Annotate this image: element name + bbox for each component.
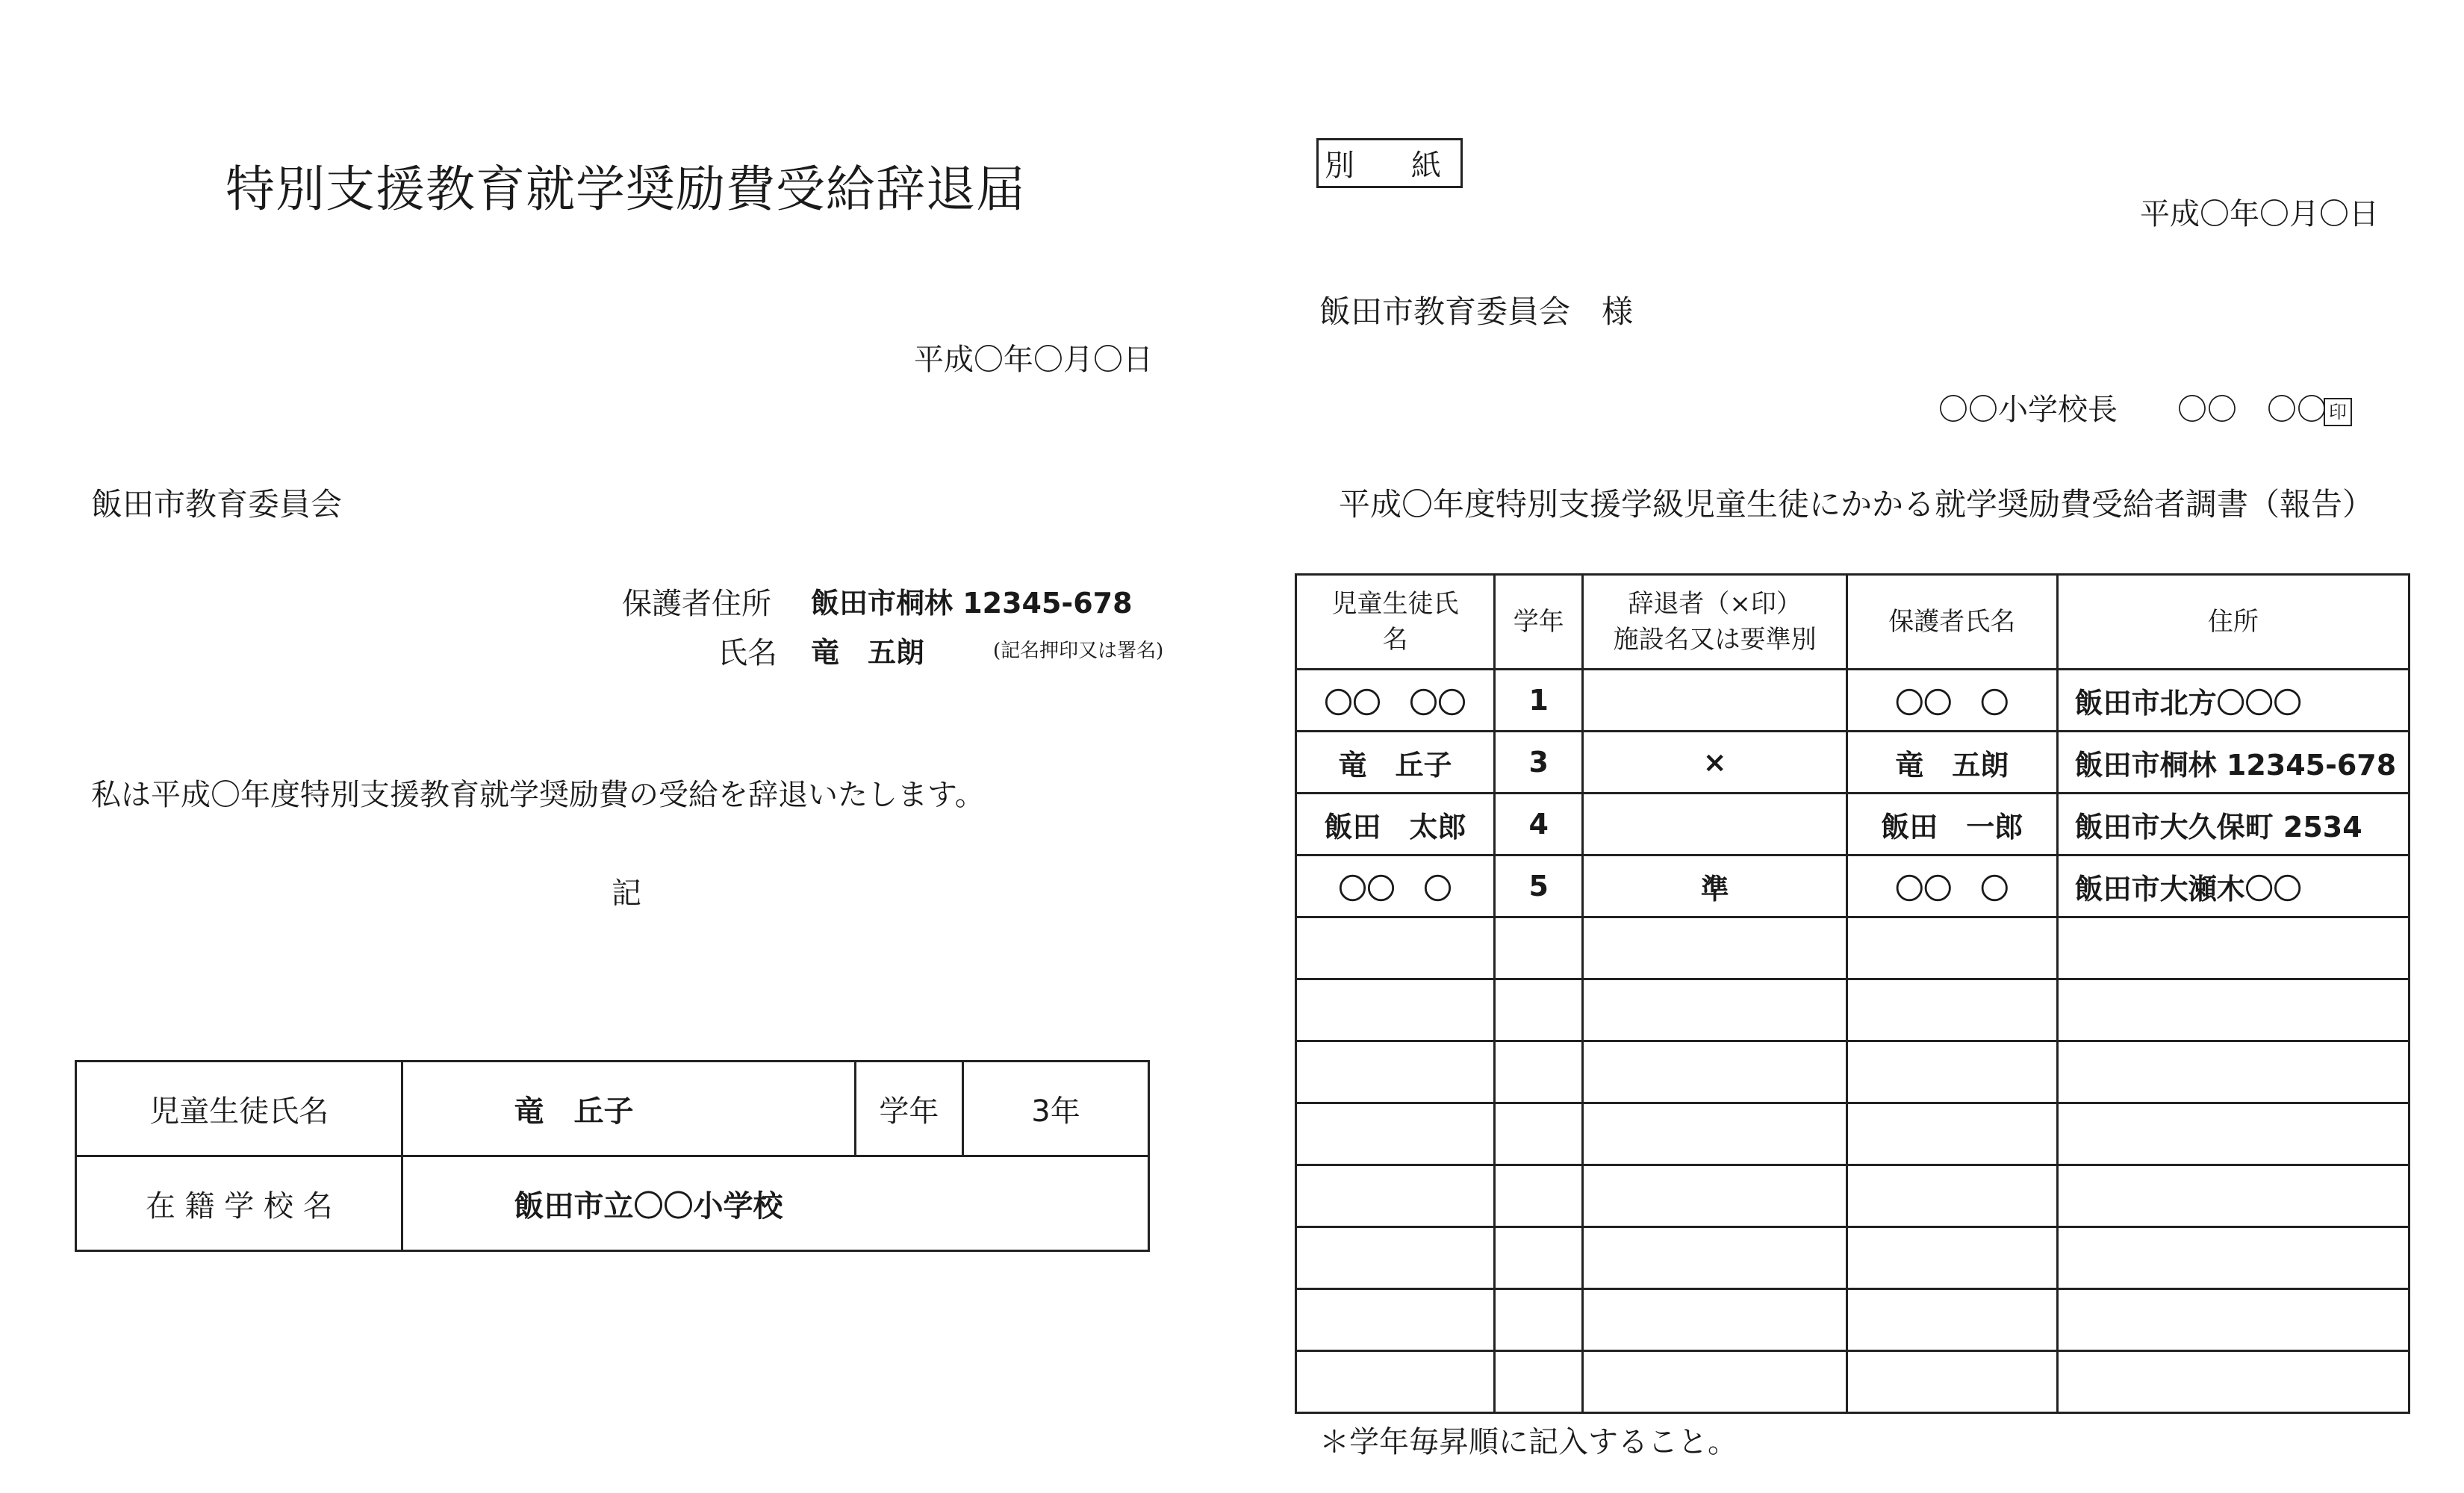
report-recipient: 飯田市教育委員会 様 <box>1319 293 1634 330</box>
empty-cell <box>1583 1351 1847 1413</box>
guardian-address-value: 飯田市桐林 12345-678 <box>811 587 1133 620</box>
empty-cell <box>1494 1165 1583 1227</box>
cell-student: 〇〇 〇 <box>1296 855 1495 917</box>
grade-value: 3年 <box>963 1062 1149 1156</box>
empty-cell <box>2057 1289 2409 1351</box>
student-info-table <box>75 1060 1150 1252</box>
principal-text: 〇〇小学校長 〇〇 〇〇 <box>1938 393 2327 427</box>
school-name-label: 在 籍 学 校 名 <box>76 1156 402 1251</box>
empty-cell <box>1296 979 1495 1041</box>
cell-grade: 5 <box>1494 855 1583 917</box>
empty-cell <box>1847 1351 2057 1413</box>
student-name-value: 竜 丘子 <box>402 1062 855 1156</box>
col-student-name: 児童生徒氏 名 <box>1296 575 1495 670</box>
empty-row <box>1296 1351 2409 1413</box>
empty-cell <box>1296 1165 1495 1227</box>
empty-cell <box>2057 1103 2409 1165</box>
col-address: 住所 <box>2057 575 2409 670</box>
cell-guardian: 飯田 一郎 <box>1847 794 2057 855</box>
empty-cell <box>1296 1351 1495 1413</box>
recipient-table <box>1295 573 2410 1414</box>
empty-cell <box>1494 1351 1583 1413</box>
school-name-value: 飯田市立〇〇小学校 <box>402 1156 1149 1251</box>
empty-cell <box>1583 1103 1847 1165</box>
empty-cell <box>1583 1227 1847 1289</box>
cell-address: 飯田市桐林 12345-678 <box>2057 732 2409 794</box>
cell-address: 飯田市大瀬木〇〇 <box>2057 855 2409 917</box>
empty-row <box>1296 979 2409 1041</box>
guardian-name-label: 氏名 <box>718 636 777 670</box>
cell-mark: × <box>1583 732 1847 794</box>
empty-cell <box>1296 1041 1495 1103</box>
table-header-row <box>1296 575 2409 670</box>
table-row <box>1296 670 2409 732</box>
empty-cell <box>1296 1103 1495 1165</box>
empty-cell <box>1583 1165 1847 1227</box>
empty-cell <box>1494 1103 1583 1165</box>
empty-cell <box>1847 1165 2057 1227</box>
cell-student: 飯田 太郎 <box>1296 794 1495 855</box>
footnote: ＊学年毎昇順に記入すること。 <box>1319 1425 1737 1459</box>
report-title: 平成〇年度特別支援学級児童生徒にかかる就学奨励費受給者調書（報告） <box>1339 486 2374 523</box>
guardian-address-label: 保護者住所 <box>622 587 771 621</box>
empty-cell <box>1847 1289 2057 1351</box>
cell-address: 飯田市大久保町 2534 <box>2057 794 2409 855</box>
empty-row <box>1296 1165 2409 1227</box>
withdrawal-statement: 私は平成〇年度特別支援教育就学奨励費の受給を辞退いたします。 <box>91 778 985 812</box>
empty-row <box>1296 1041 2409 1103</box>
empty-cell <box>1296 917 1495 979</box>
attachment-label: 別 紙 <box>1316 138 1463 188</box>
empty-cell <box>1847 1227 2057 1289</box>
cell-mark <box>1583 670 1847 732</box>
table-row <box>76 1156 1149 1251</box>
cell-guardian: 〇〇 〇 <box>1847 670 2057 732</box>
empty-cell <box>2057 979 2409 1041</box>
signature-note: (記名押印又は署名) <box>993 640 1164 662</box>
empty-cell <box>1847 917 2057 979</box>
empty-cell <box>1583 979 1847 1041</box>
empty-cell <box>1847 1041 2057 1103</box>
cell-guardian: 〇〇 〇 <box>1847 855 2057 917</box>
table-row <box>76 1062 1149 1156</box>
empty-cell <box>1583 1041 1847 1103</box>
empty-cell <box>1494 979 1583 1041</box>
empty-cell <box>1296 1227 1495 1289</box>
cell-student: 竜 丘子 <box>1296 732 1495 794</box>
document-title: 特別支援教育就学奨励費受給辞退届 <box>225 160 1026 218</box>
empty-cell <box>2057 917 2409 979</box>
empty-row <box>1296 1227 2409 1289</box>
empty-cell <box>2057 1041 2409 1103</box>
empty-row <box>1296 1103 2409 1165</box>
empty-row <box>1296 917 2409 979</box>
student-name-label: 児童生徒氏名 <box>76 1062 402 1156</box>
empty-cell <box>1847 1103 2057 1165</box>
empty-cell <box>1494 917 1583 979</box>
cell-grade: 1 <box>1494 670 1583 732</box>
col-guardian-name: 保護者氏名 <box>1847 575 2057 670</box>
ki-marker: 記 <box>612 876 641 911</box>
table-row <box>1296 855 2409 917</box>
cell-grade: 3 <box>1494 732 1583 794</box>
cell-grade: 4 <box>1494 794 1583 855</box>
empty-cell <box>1847 979 2057 1041</box>
empty-cell <box>1296 1289 1495 1351</box>
table-row <box>1296 732 2409 794</box>
empty-cell <box>1583 917 1847 979</box>
empty-cell <box>1494 1227 1583 1289</box>
empty-cell <box>2057 1227 2409 1289</box>
empty-cell <box>1494 1041 1583 1103</box>
recipient-board: 飯田市教育委員会 <box>91 486 343 523</box>
seal-mark: 印 <box>2324 398 2352 426</box>
cell-guardian: 竜 五朗 <box>1847 732 2057 794</box>
cell-address: 飯田市北方〇〇〇 <box>2057 670 2409 732</box>
submission-date: 平成〇年〇月〇日 <box>914 343 1153 377</box>
col-withdrawal: 辞退者（×印） 施設名又は要準別 <box>1583 575 1847 670</box>
cell-student: 〇〇 〇〇 <box>1296 670 1495 732</box>
principal-name <box>1938 386 2352 428</box>
empty-row <box>1296 1289 2409 1351</box>
empty-cell <box>1494 1289 1583 1351</box>
cell-mark <box>1583 794 1847 855</box>
col-grade: 学年 <box>1494 575 1583 670</box>
cell-mark: 準 <box>1583 855 1847 917</box>
empty-cell <box>2057 1165 2409 1227</box>
grade-label: 学年 <box>855 1062 962 1156</box>
table-row <box>1296 794 2409 855</box>
report-date: 平成〇年〇月〇日 <box>2140 197 2379 231</box>
empty-cell <box>2057 1351 2409 1413</box>
empty-cell <box>1583 1289 1847 1351</box>
guardian-name-value: 竜 五朗 <box>811 636 925 669</box>
